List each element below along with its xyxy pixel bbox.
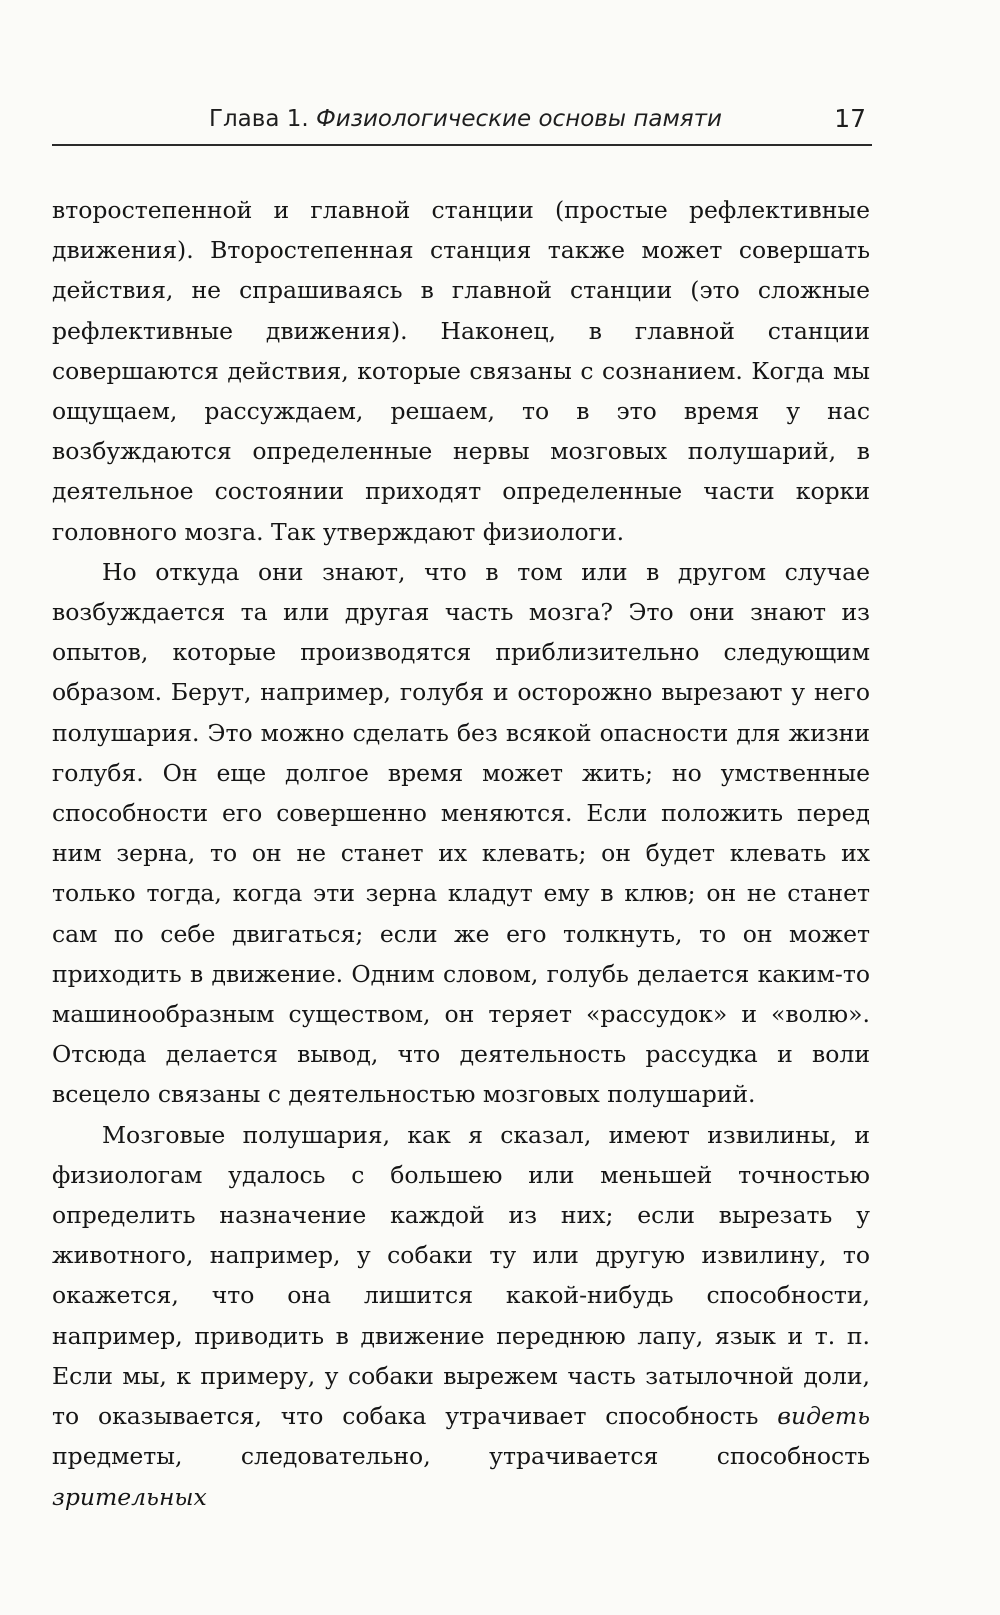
chapter-label: Глава 1. [208, 106, 309, 132]
body-text [52, 190, 870, 1517]
paragraph-3-part-2: предметы, следовательно, утрачивается способность [52, 1442, 870, 1471]
paragraph-3 [52, 1115, 870, 1517]
running-head [52, 100, 872, 146]
page-number: 17 [834, 104, 866, 133]
emphasis-zritelnyh: зрительных [52, 1482, 207, 1511]
paragraph-2: Но откуда они знают, что в том или в другом случае возбуждается та или другая часть мозга? Это они знают из опытов, которые производятся приблизительно следующим образом. Берут, например, голубя и осторожно вырезают у него полушария. Это можно сделать без всякой опасности для жизни голубя. Он еще долгое время может жить; но умственные способности его совершенно меняются. Если положить перед ним зерна, то он не станет их клевать; он будет клевать их только тогда, когда эти зерна кладут ему в клюв; он не станет сам по себе двигаться; если же его толкнуть, то он может приходить в движение. Одним словом, голубь делается каким-то машинообразным существом, он теряет «рассудок» и «волю». Отсюда делается вывод, что деятельность рассудка и воли всецело связаны с деятельностью мозговых полушарий. [52, 557, 870, 1109]
emphasis-videt: видеть [777, 1402, 870, 1431]
paragraph-3-part-1: Мозговые полушария, как я сказал, имеют извилины, и физиологам удалось с большею или меньшей точностью определить назначение каждой из них; если вырезать у животного, например, у собаки ту или другую извилину, то окажется, что она лишится какой-нибудь способности, например, приводить в движение переднюю лапу, язык и т. п. Если мы, к примеру, у собаки вырежем часть затылочной доли, то оказывается, что собака утрачивает способность [52, 1120, 870, 1431]
chapter-title: Физиологические основы памяти [315, 106, 722, 132]
running-head-title [209, 106, 722, 132]
paragraph-1: второстепенной и главной станции (простые рефлективные движения). Второстепенная станция также может совершать действия, не спрашиваясь в главной станции (это сложные рефлективные движения). Наконец, в главной станции совершаются действия, которые связаны с сознанием. Когда мы ощущаем, рассуждаем, решаем, то в это время у нас возбуждаются определенные нервы мозговых полушарий, в деятельное состоянии приходят определенные части корки головного мозга. Так утверждают физиологи. [52, 196, 870, 546]
